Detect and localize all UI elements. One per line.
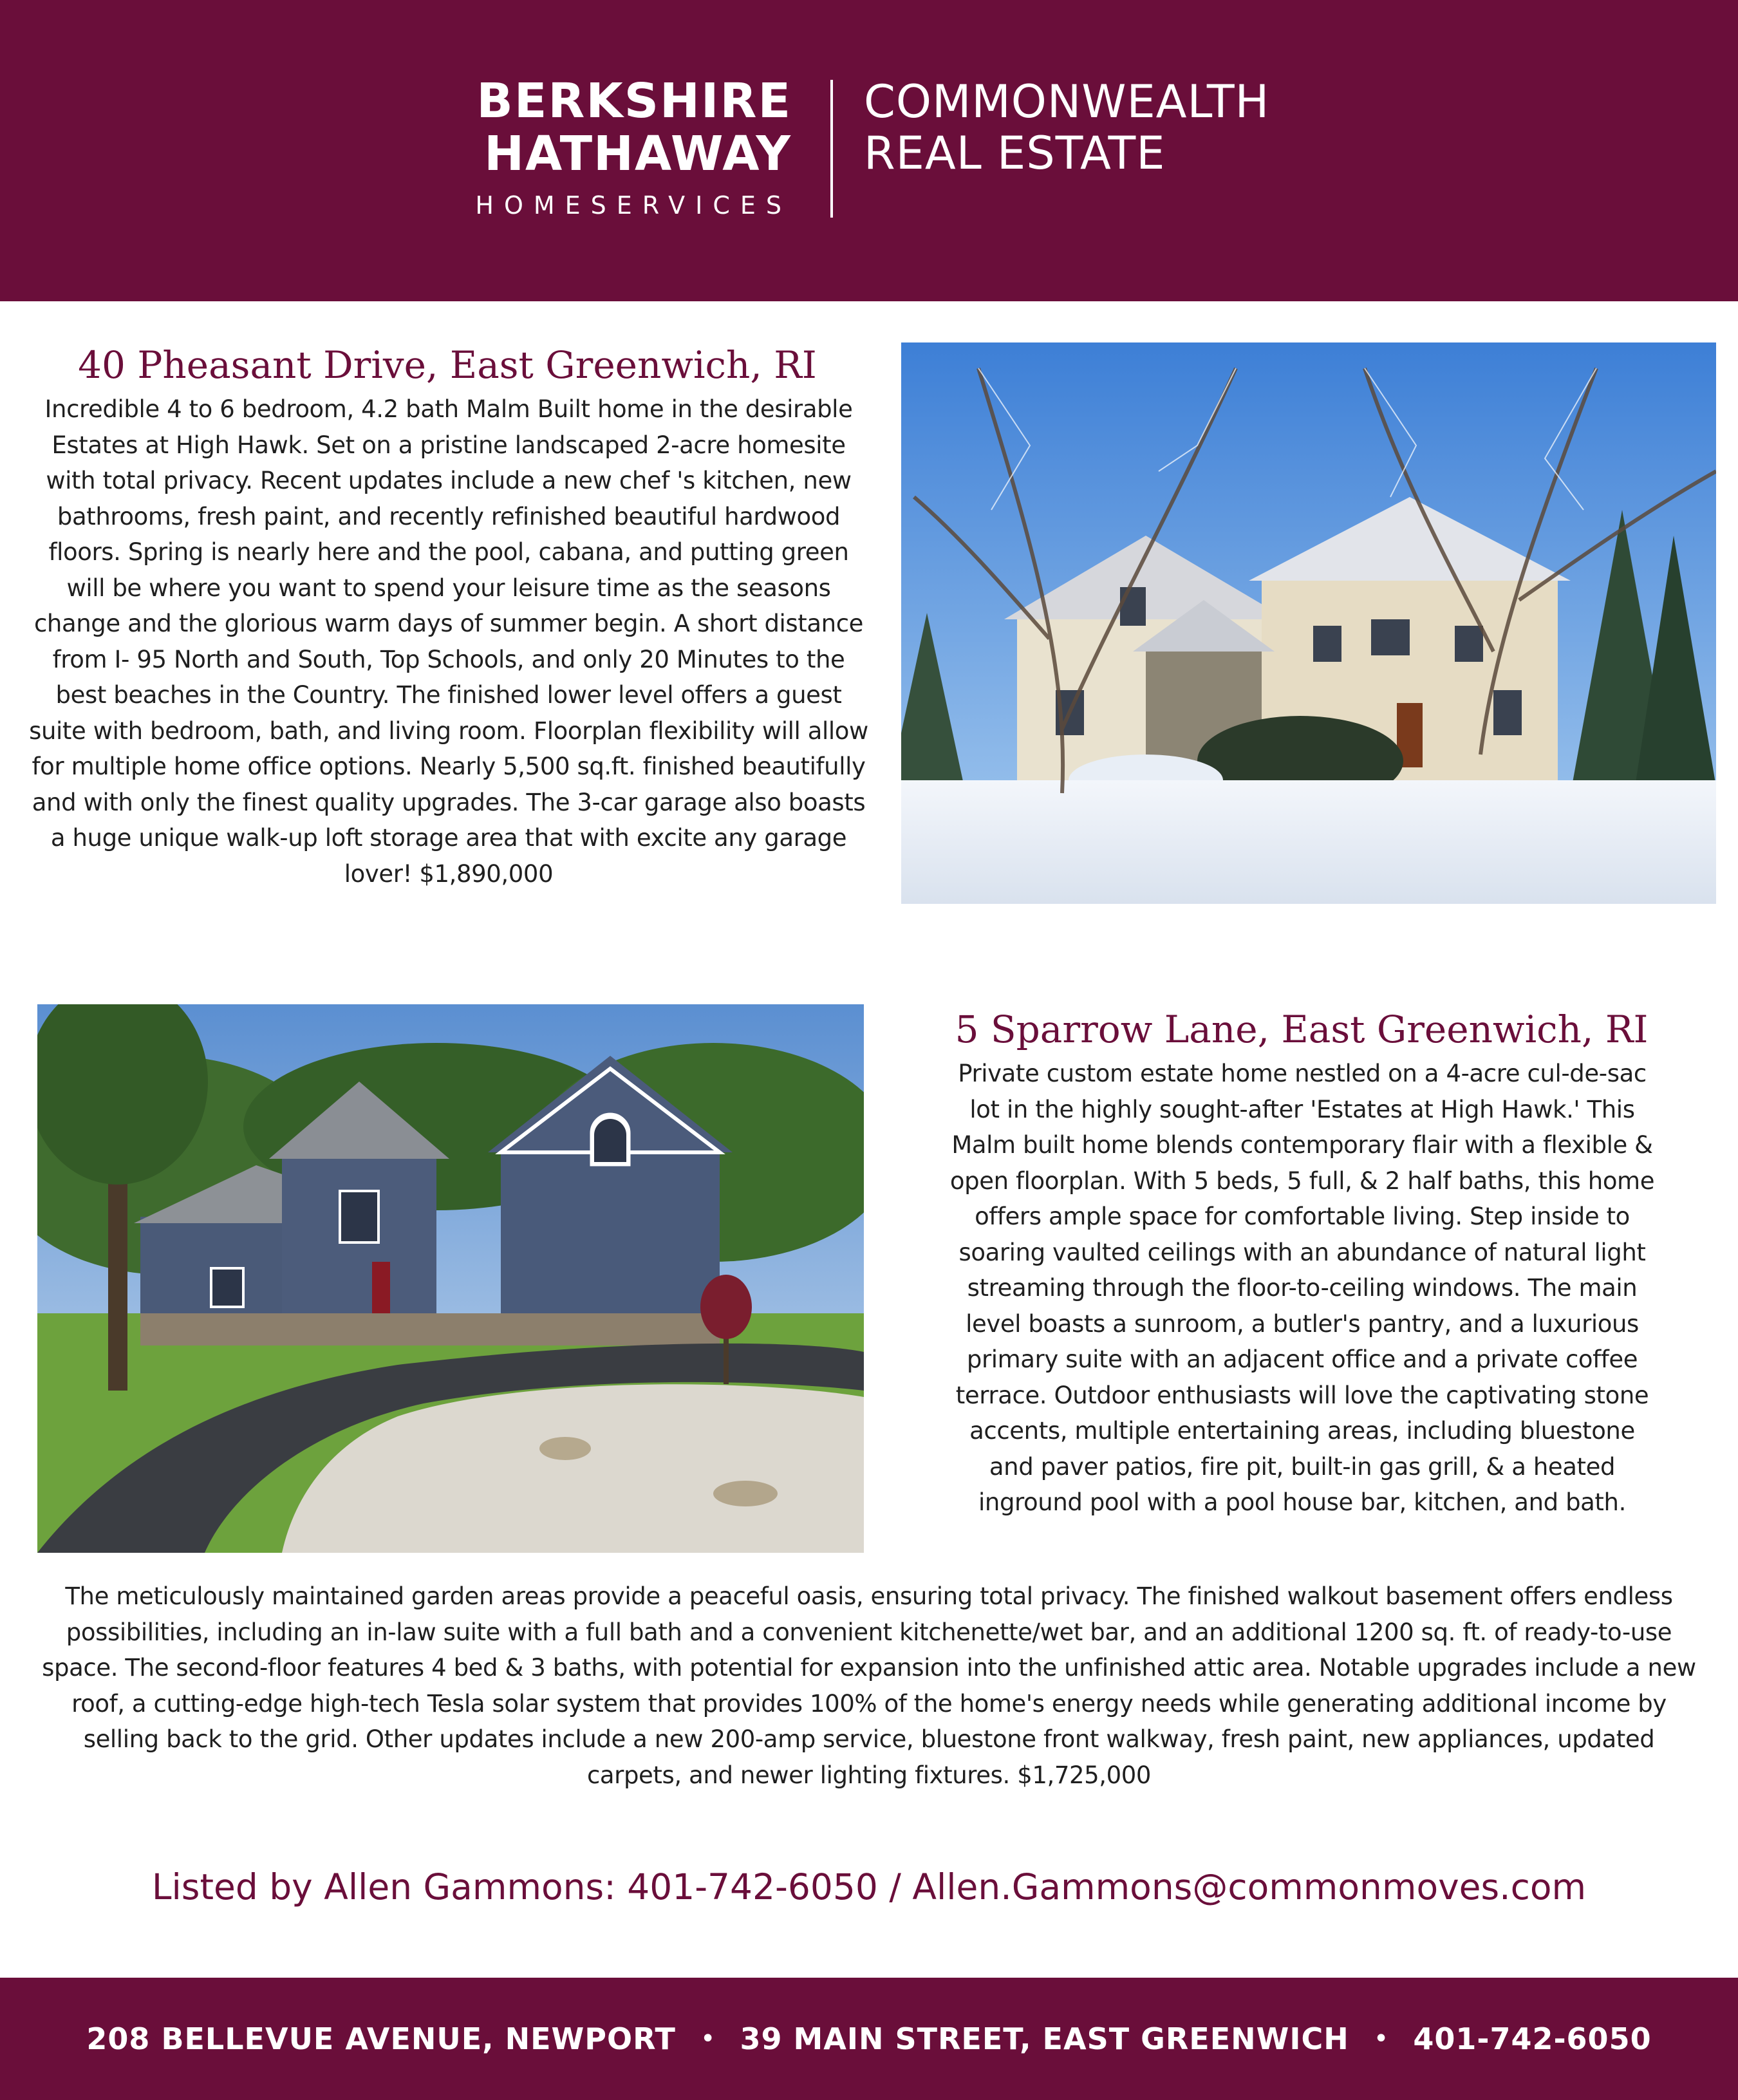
listing-1-description: Incredible 4 to 6 bedroom, 4.2 bath Malm Built home in the desirable Estates at High Hawk. Set on a pristine landscaped 2-acre homesite with total privacy. Recent updates include a new chef 's kitchen, new bathrooms, fresh paint, and recently refinished beautiful hardwood floors. Spring is nearly here and the pool, cabana, and putting green will be where you want to spend your leisure time as the seasons change and the glorious warm days of summer begin. A short distance from I- 95 North and South, Top Schools, and only 20 Minutes to the best beaches in the Country. The finished lower level offers a guest suite with bedroom, bath, and living room. Floorplan flexibility will allow for multiple home office options. Nearly 5,500 sq.ft. finished beautifully and with only the finest quality upgrades. The 3-car garage also boasts a huge unique walk-up loft storage area that with excite any garage lover! $1,890,000 — [29, 395, 868, 888]
footer-separator: • — [700, 2024, 716, 2054]
brand-line-1: BERKSHIRE — [476, 73, 792, 129]
footer-phone[interactable]: 401-742-6050 — [1413, 2021, 1652, 2056]
snow-house-image — [901, 342, 1716, 904]
listing-1-title: 40 Pheasant Drive, East Greenwich, RI — [78, 343, 817, 387]
affiliate-line-2: REAL ESTATE — [864, 127, 1166, 180]
brand-divider — [830, 80, 833, 218]
header-banner — [0, 0, 1738, 301]
footer-east-greenwich-address: 39 MAIN STREET, EAST GREENWICH — [740, 2021, 1349, 2056]
footer-banner — [0, 1978, 1738, 2100]
brand-logo[interactable] — [436, 75, 792, 220]
affiliate-line-1: COMMONWEALTH — [864, 75, 1270, 128]
footer-separator: • — [1373, 2024, 1389, 2054]
listing-2-description: Private custom estate home nestled on a 4-acre cul-de-sac lot in the highly sought-after 'Estates at High Hawk.' This Malm built home blends contemporary flair with a flexible & open floorplan. With 5 beds, 5 full, & 2 half baths, this home offers ample space for comfortable living. Step inside to soaring vaulted ceilings with an abundance of natural light streaming through the floor-to-ceiling windows. The main level boasts a sunroom, a butler's pantry, and a luxurious primary suite with an adjacent office and a private coffee terrace. Outdoor enthusiasts will love the captivating stone accents, multiple entertaining areas, including bluestone and paver patios, fire pit, built-in gas grill, & a heated inground pool with a pool house bar, kitchen, and bath. — [949, 1060, 1655, 1516]
listing-agent-contact[interactable]: Listed by Allen Gammons: 401-742-6050 / Allen.Gammons@commonmoves.com — [151, 1866, 1587, 1908]
brand-line-2: HATHAWAY — [484, 126, 792, 182]
footer-newport-address: 208 BELLEVUE AVENUE, NEWPORT — [86, 2021, 676, 2056]
listing-2-photo[interactable] — [37, 1004, 864, 1553]
brand-subline: HOMESERVICES — [475, 191, 792, 220]
affiliate-name — [864, 76, 1379, 179]
listing-2-description-continued: The meticulously maintained garden areas provide a peaceful oasis, ensuring total privacy. The finished walkout basement offers endless possibilities, including an in-law suite with a full bath and a convenient kitchenette/wet bar, and an additional 1200 sq. ft. of ready-to-use space. The second-floor features 4 bed & 3 baths, with potential for expansion into the unfinished attic area. Notable upgrades include a new roof, a cutting-edge high-tech Tesla solar system that provides 100% of the home's energy needs while generating additional income by selling back to the grid. Other updates include a new 200-amp service, bluestone front walkway, fresh paint, new appliances, updated carpets, and newer lighting fixtures. $1,725,000 — [42, 1582, 1696, 1789]
listing-2-title: 5 Sparrow Lane, East Greenwich, RI — [955, 1008, 1649, 1051]
blue-house-image — [37, 1004, 864, 1553]
listing-1-photo[interactable] — [901, 342, 1716, 904]
